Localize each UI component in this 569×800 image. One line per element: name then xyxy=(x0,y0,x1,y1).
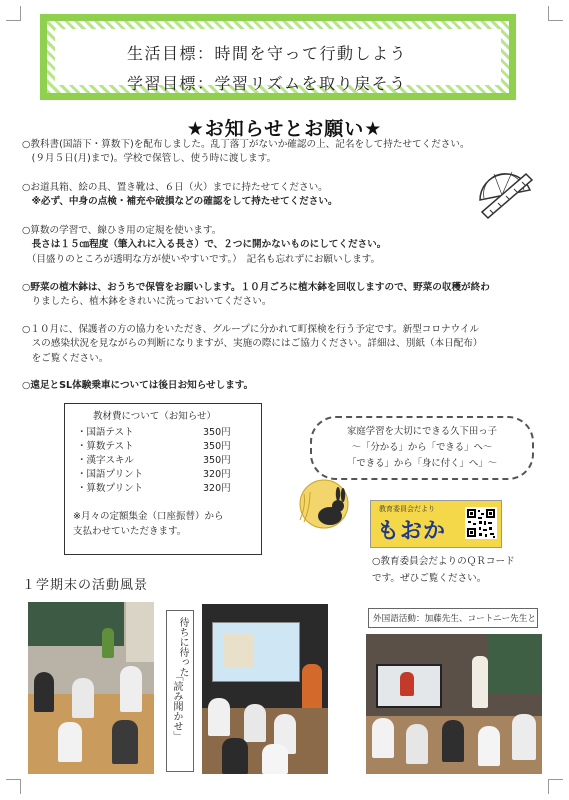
photo-foreign-language xyxy=(366,634,542,774)
item-line: 長さは１５㎝程度（筆入れに入る長さ）で、２つに開かないものにしてください。 xyxy=(22,239,387,251)
home-study-slogan xyxy=(310,416,534,480)
item-line: をご覧ください。 xyxy=(22,352,109,364)
photo-student xyxy=(120,666,142,712)
photo-student xyxy=(112,720,138,764)
fee-amount: 320円 xyxy=(203,469,231,480)
fee-row xyxy=(77,468,247,483)
corner-mark-top-right xyxy=(548,6,563,21)
photo-student xyxy=(72,678,94,718)
item-line: ○算数の学習で、線ひき用の定規を使います。 xyxy=(22,225,222,236)
moon-rabbit-icon xyxy=(296,476,358,532)
reading-caption-line-2: 「読み聞かせ」 xyxy=(171,671,182,741)
notice-item-town-exploration xyxy=(22,323,550,366)
photo-student xyxy=(478,726,500,766)
corner-mark-bottom-left xyxy=(6,779,21,794)
photo-blackboard xyxy=(488,634,542,694)
photo-student xyxy=(244,704,266,742)
fee-name: ・国語プリント xyxy=(77,469,144,480)
photo-student xyxy=(442,720,464,762)
item-line: りましたら、植木鉢をきれいに洗っておいてください。 xyxy=(22,296,272,308)
photo-student xyxy=(372,718,394,758)
slogan-line-2: ～「分かる」から「できる」へ～ xyxy=(351,442,493,453)
notice-item-ruler xyxy=(22,224,550,267)
fee-amount: 350円 xyxy=(203,441,231,452)
item-line: (９月５日(月)まで)。学校で保管し、使う時に渡します。 xyxy=(22,153,277,165)
fee-name: ・算数プリント xyxy=(77,483,144,494)
photo-student xyxy=(58,722,82,762)
notice-item-excursion xyxy=(22,379,550,393)
material-fee-box xyxy=(64,403,262,555)
slogan-line-1: 家庭学習を大切にできる久下田っ子 xyxy=(346,426,497,437)
notice-item-tools xyxy=(22,181,550,210)
foreign-language-caption xyxy=(368,608,538,628)
photo-classroom xyxy=(28,602,154,774)
fee-amount: 320円 xyxy=(203,483,231,494)
fee-row xyxy=(77,454,247,469)
mooka-logo xyxy=(370,500,502,548)
goals-box xyxy=(40,14,516,100)
material-fee-title: 教材費について（お知らせ） xyxy=(93,411,217,422)
photo-tv-figure xyxy=(400,672,414,696)
fee-name: ・算数テスト xyxy=(77,441,134,452)
fee-amount: 350円 xyxy=(203,455,231,466)
notice-item-planter xyxy=(22,281,550,310)
fee-name: ・国語テスト xyxy=(77,427,134,438)
photo-projection-image xyxy=(224,634,254,668)
item-line: ※必ず、中身の点検・補充や破損などの確認をして持たせてください。 xyxy=(22,196,338,208)
photo-window xyxy=(126,602,154,662)
mooka-small-text: 教育委員会だより xyxy=(379,505,435,513)
fee-note-2: 支払わせていただきます。 xyxy=(73,526,187,537)
fee-amount: 350円 xyxy=(203,427,231,438)
corner-mark-bottom-right xyxy=(548,779,563,794)
foreign-language-caption-text: 外国語活動：加藤先生、コートニー先生と xyxy=(373,614,536,624)
item-line: （目盛りのところが透明な方が使いやすいです。） 記名も忘れずにお願いします。 xyxy=(22,253,381,265)
activity-title: １学期末の活動風景 xyxy=(22,578,149,593)
notice-item-textbooks xyxy=(22,138,550,167)
corner-mark-top-left xyxy=(6,6,21,21)
photo-student xyxy=(512,714,536,760)
qr-code-icon xyxy=(465,507,497,539)
goals-inner xyxy=(55,29,501,93)
item-line: ○野菜の植木鉢は、おうちで保管をお願いします。１０月ごろに植木鉢を回収しますので、野菜の収穫が終わ xyxy=(22,282,490,293)
life-goal: 生活目標：時間を守って行動しよう xyxy=(127,44,408,63)
photo-student xyxy=(406,724,428,764)
item-line: ○教科書(国語下・算数下)を配布しました。乱丁落丁がないか確認の上、記名をして持たせてください。 xyxy=(22,139,470,150)
item-line: スの感染状況を見ながらの判断になりますが、実施の際にはご協力ください。詳細は、別紙（本日配布） xyxy=(22,338,483,350)
photo-student xyxy=(34,672,54,712)
photo-student xyxy=(208,698,230,736)
slogan-line-3: 「できる」から「身に付く」へ」～ xyxy=(346,458,497,469)
mooka-logo-text: もおか xyxy=(377,519,447,544)
photo-read-aloud xyxy=(202,604,328,774)
photo-teacher xyxy=(472,656,488,708)
photo-student xyxy=(262,744,288,774)
fee-row xyxy=(77,440,247,455)
study-goal: 学習目標：学習リズムを取り戻そう xyxy=(127,74,407,93)
fee-row xyxy=(77,482,247,497)
item-line: ○お道具箱、絵の具、置き靴は、６日（火）までに持たせてください。 xyxy=(22,182,328,193)
photo-presenter xyxy=(302,664,322,714)
item-line: ○遠足とSL体験乗車については後日お知らせします。 xyxy=(22,380,254,391)
mooka-caption-1: ○教育委員会だよりのＱＲコード xyxy=(372,556,515,567)
notice-title: ★お知らせとお願い★ xyxy=(186,118,383,140)
fee-note-1: ※月々の定額集金（口座振替）から xyxy=(73,511,224,522)
photo-teacher xyxy=(102,628,114,658)
reading-caption-line-1: 待ちに待った xyxy=(177,617,188,677)
fee-row xyxy=(77,426,247,441)
mooka-caption-2: です。ぜひご覧ください。 xyxy=(372,573,487,584)
photo-student xyxy=(222,738,248,774)
fee-name: ・漢字スキル xyxy=(77,455,134,466)
reading-caption xyxy=(166,610,194,772)
item-line: ○１０月に、保護者の方の協力をいただき、グループに分かれて町探検を行う予定です。新型コロナウイル xyxy=(22,324,480,335)
